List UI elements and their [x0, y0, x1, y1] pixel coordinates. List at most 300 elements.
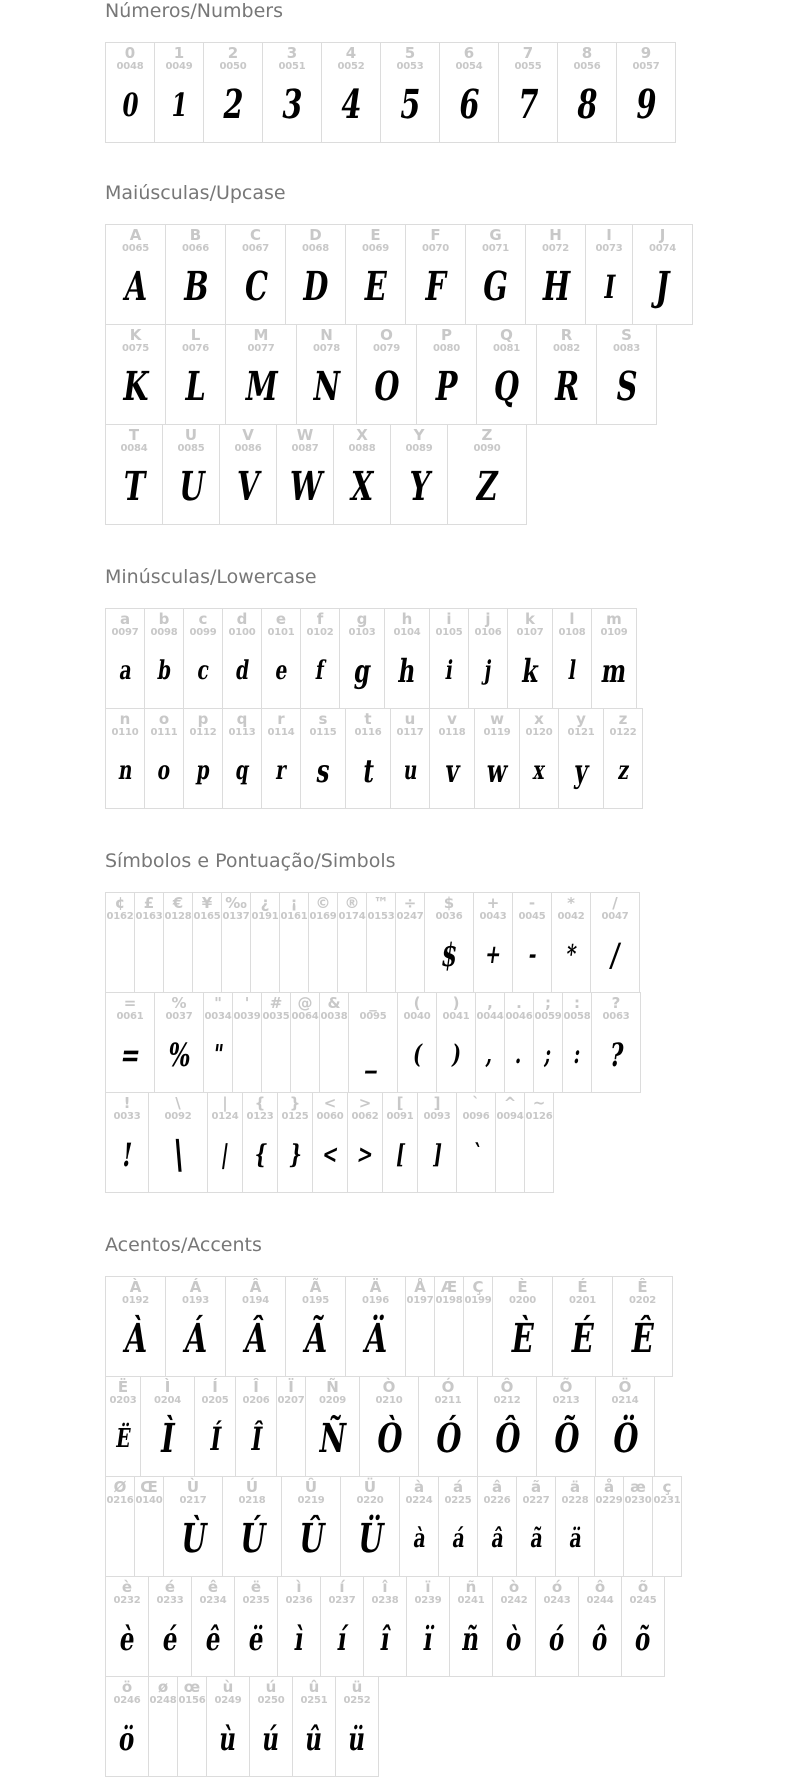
- glyph-sample: S: [613, 362, 641, 410]
- character-label: >: [358, 1094, 372, 1112]
- glyph-cell: [519, 708, 559, 809]
- character-label: U: [184, 426, 198, 444]
- character-label: h: [401, 610, 413, 628]
- character-code: 0063: [602, 1011, 630, 1022]
- glyph-cell: [555, 1476, 595, 1577]
- glyph-sample: í: [335, 1619, 350, 1658]
- glyph-sample: N: [310, 362, 344, 410]
- character-code: 0122: [609, 727, 637, 738]
- glyph-cell: [222, 708, 262, 809]
- glyph-sample: u: [401, 755, 420, 786]
- character-code: 0110: [111, 727, 139, 738]
- glyph-row: [105, 224, 693, 325]
- glyph-cell: [225, 224, 286, 325]
- glyph-cell: [345, 224, 406, 325]
- character-code: 0054: [455, 61, 483, 72]
- character-code: 0137: [222, 911, 250, 922]
- glyph-cell: [219, 424, 277, 525]
- glyph-cell: [162, 424, 220, 525]
- character-code: 0072: [541, 243, 570, 254]
- character-code: 0098: [150, 627, 178, 638]
- glyph-cell: [194, 1376, 236, 1477]
- character-label: p: [197, 710, 209, 728]
- character-label: î: [382, 1578, 388, 1596]
- glyph-sample: à: [411, 1523, 428, 1554]
- glyph-sample: 5: [397, 80, 424, 128]
- glyph-cell: [552, 1276, 613, 1377]
- glyph-sample: ï: [421, 1619, 436, 1658]
- glyph-sample: L: [182, 362, 210, 410]
- character-label: I: [606, 226, 612, 244]
- glyph-sample: F: [422, 262, 450, 310]
- character-code: 0201: [568, 1295, 597, 1306]
- glyph-sample: d: [233, 655, 252, 686]
- glyph-cell: [595, 1376, 655, 1477]
- glyph-sample: U: [175, 462, 208, 510]
- glyph-cell: [333, 424, 391, 525]
- character-code: 0212: [493, 1395, 521, 1406]
- glyph-sample: {: [252, 1139, 269, 1170]
- character-label: S: [621, 326, 632, 344]
- character-code: 0204: [153, 1395, 182, 1406]
- character-label: è: [121, 1578, 133, 1596]
- glyph-sample: Ü: [354, 1514, 387, 1562]
- character-code: 0140: [135, 1495, 163, 1506]
- character-code: 0069: [361, 243, 390, 254]
- glyph-sample: Ê: [628, 1314, 658, 1362]
- glyph-cell: [434, 1276, 464, 1377]
- glyph-sample: }: [287, 1139, 304, 1170]
- character-label: !: [123, 1094, 131, 1112]
- glyph-sample: =: [118, 1035, 143, 1074]
- glyph-cell: [438, 1476, 478, 1577]
- character-label: `: [472, 1094, 480, 1112]
- character-code: 0243: [543, 1595, 571, 1606]
- character-label: å: [603, 1478, 615, 1496]
- character-label: <: [323, 1094, 337, 1112]
- glyph-sample: á: [450, 1523, 467, 1554]
- glyph-sample: 1: [168, 85, 191, 124]
- character-label: P: [441, 326, 452, 344]
- character-code: 0068: [301, 243, 330, 254]
- character-label: é: [164, 1578, 176, 1596]
- character-code: 0080: [432, 343, 461, 354]
- character-label: ): [452, 994, 460, 1012]
- glyph-cell: [463, 1276, 493, 1377]
- glyph-cell: [235, 1376, 277, 1477]
- glyph-cell: [105, 892, 135, 993]
- character-label: 6: [463, 44, 475, 62]
- glyph-cell: [261, 708, 301, 809]
- glyph-sample: *: [564, 939, 579, 970]
- glyph-sample: (: [410, 1039, 424, 1070]
- glyph-row: [105, 42, 676, 143]
- character-label: :: [574, 994, 580, 1012]
- character-code: 0102: [306, 627, 334, 638]
- character-code: 0228: [561, 1495, 589, 1506]
- character-code: 0044: [476, 1011, 504, 1022]
- character-label: ú: [265, 1678, 277, 1696]
- glyph-sample: q: [233, 755, 252, 786]
- glyph-cell: [276, 1376, 306, 1477]
- character-code: 0248: [149, 1695, 177, 1706]
- character-label: T: [128, 426, 140, 444]
- glyph-cell: [250, 892, 280, 993]
- character-code: 0249: [214, 1695, 242, 1706]
- section-3: [105, 850, 641, 1193]
- glyph-cell: [558, 708, 604, 809]
- glyph-cell: [207, 1092, 243, 1193]
- character-code: 0124: [211, 1111, 239, 1122]
- glyph-cell: [335, 1676, 379, 1777]
- character-code: 0053: [396, 61, 424, 72]
- glyph-cell: [249, 1676, 293, 1777]
- glyph-cell: [183, 608, 223, 709]
- character-label: ç: [662, 1478, 672, 1496]
- character-code: 0047: [601, 911, 629, 922]
- character-label: É: [577, 1278, 588, 1296]
- glyph-cell: [345, 708, 391, 809]
- glyph-grid: [105, 224, 693, 525]
- glyph-cell: [406, 1576, 450, 1677]
- glyph-cell: [552, 608, 592, 709]
- section-title: Maiúsculas/Upcase: [105, 182, 286, 204]
- character-code: 0209: [318, 1395, 347, 1406]
- glyph-sample: Î: [248, 1419, 265, 1458]
- character-label: g: [356, 610, 368, 628]
- character-code: 0108: [558, 627, 586, 638]
- character-label: -: [528, 894, 536, 912]
- glyph-cell: [203, 992, 233, 1093]
- glyph-sample: ?: [607, 1035, 626, 1074]
- character-label: 1: [173, 44, 185, 62]
- character-code: 0210: [375, 1395, 403, 1406]
- glyph-cell: [418, 1376, 478, 1477]
- character-code: 0092: [164, 1111, 192, 1122]
- glyph-cell: [105, 1092, 149, 1193]
- character-code: 0064: [291, 1011, 319, 1022]
- glyph-sample: z: [615, 755, 631, 786]
- character-code: 0036: [435, 911, 463, 922]
- glyph-sample: -: [526, 939, 539, 970]
- glyph-cell: [165, 224, 226, 325]
- character-label: Ï: [288, 1378, 294, 1396]
- glyph-cell: [177, 1676, 207, 1777]
- character-code: 0113: [228, 727, 256, 738]
- character-label: ê: [207, 1578, 219, 1596]
- glyph-sample: $: [438, 935, 461, 974]
- glyph-cell: [468, 608, 508, 709]
- glyph-cell: [498, 42, 558, 143]
- glyph-sample: G: [480, 262, 512, 310]
- glyph-cell: [105, 224, 166, 325]
- glyph-cell: [516, 1476, 556, 1577]
- glyph-sample: Ã: [301, 1314, 331, 1362]
- character-code: 0197: [406, 1295, 434, 1306]
- glyph-cell: [105, 1576, 149, 1677]
- character-code: 0052: [337, 61, 365, 72]
- glyph-cell: [191, 1576, 235, 1677]
- character-label: Ñ: [326, 1378, 339, 1396]
- character-code: 0058: [563, 1011, 591, 1022]
- character-label: 3: [286, 44, 298, 62]
- glyph-sample: s: [314, 751, 333, 790]
- character-code: 0174: [338, 911, 366, 922]
- glyph-cell: [163, 1476, 223, 1577]
- character-label: ü: [351, 1678, 363, 1696]
- character-code: 0156: [178, 1695, 206, 1706]
- character-label: 9: [640, 44, 652, 62]
- glyph-sample: I: [601, 267, 618, 306]
- character-code: 0226: [483, 1495, 511, 1506]
- glyph-cell: [192, 892, 222, 993]
- glyph-sample: ;: [542, 1039, 554, 1070]
- glyph-sample: È: [508, 1314, 538, 1362]
- character-label: Û: [304, 1478, 318, 1496]
- character-label: x: [534, 710, 544, 728]
- glyph-cell: [134, 1476, 164, 1577]
- character-code: 0126: [525, 1111, 553, 1122]
- character-code: 0244: [586, 1595, 614, 1606]
- character-code: 0153: [367, 911, 395, 922]
- glyph-cell: [591, 992, 641, 1093]
- character-code: 0220: [356, 1495, 384, 1506]
- character-code: 0193: [181, 1295, 210, 1306]
- character-code: 0246: [113, 1695, 141, 1706]
- character-code: 0227: [522, 1495, 550, 1506]
- character-code: 0245: [629, 1595, 657, 1606]
- glyph-sample: [473, 1307, 483, 1376]
- character-code: 0051: [278, 61, 306, 72]
- character-code: 0165: [193, 911, 221, 922]
- character-label: À: [129, 1278, 142, 1296]
- character-code: 0062: [351, 1111, 379, 1122]
- glyph-cell: [474, 708, 520, 809]
- character-label: ]: [433, 1094, 441, 1112]
- character-label: &: [327, 994, 341, 1012]
- character-code: 0121: [567, 727, 595, 738]
- character-code: 0079: [372, 343, 401, 354]
- glyph-sample: ]: [430, 1139, 444, 1170]
- glyph-cell: [105, 708, 145, 809]
- character-code: 0101: [267, 627, 295, 638]
- glyph-cell: [492, 1576, 536, 1677]
- character-code: 0202: [628, 1295, 657, 1306]
- glyph-sample: ê: [203, 1619, 224, 1658]
- glyph-cell: [105, 992, 155, 1093]
- character-code: 0085: [177, 443, 205, 454]
- glyph-cell: [165, 324, 226, 425]
- glyph-sample: 0: [119, 85, 142, 124]
- glyph-cell: [232, 992, 262, 1093]
- glyph-sample: â: [489, 1523, 506, 1554]
- character-code: 0037: [165, 1011, 193, 1022]
- character-code: 0200: [508, 1295, 537, 1306]
- glyph-cell: [183, 708, 223, 809]
- glyph-sample: P: [432, 362, 462, 410]
- glyph-cell: [436, 992, 476, 1093]
- glyph-sample: û: [303, 1719, 326, 1758]
- glyph-cell: [512, 892, 552, 993]
- glyph-sample: o: [156, 755, 173, 786]
- glyph-sample: ó: [547, 1619, 568, 1658]
- glyph-sample: b: [155, 655, 174, 686]
- character-label: +: [486, 894, 500, 912]
- character-code: 0192: [121, 1295, 150, 1306]
- character-code: 0232: [113, 1595, 141, 1606]
- glyph-sample: Ô: [491, 1414, 524, 1462]
- character-label: N: [320, 326, 333, 344]
- glyph-cell: [416, 324, 477, 425]
- glyph-sample: :: [571, 1039, 583, 1070]
- glyph-sample: [534, 1123, 544, 1192]
- character-code: 0252: [343, 1695, 371, 1706]
- character-code: 0250: [257, 1695, 285, 1706]
- glyph-cell: [525, 224, 586, 325]
- glyph-sample: n: [116, 755, 135, 786]
- glyph-sample: |: [219, 1139, 231, 1170]
- character-code: 0119: [483, 727, 511, 738]
- glyph-cell: [277, 1576, 321, 1677]
- character-label: _: [369, 994, 377, 1012]
- glyph-cell: [321, 42, 381, 143]
- character-label: 0: [124, 44, 136, 62]
- section-1: [105, 182, 693, 525]
- glyph-sample: [347, 923, 357, 992]
- character-code: 0056: [573, 61, 601, 72]
- glyph-cell: [578, 1576, 622, 1677]
- glyph-sample: Ö: [609, 1414, 642, 1462]
- character-code: 0162: [106, 911, 134, 922]
- character-label: Ä: [369, 1278, 382, 1296]
- glyph-cell: [337, 892, 367, 993]
- glyph-cell: [562, 992, 592, 1093]
- character-code: 0065: [121, 243, 150, 254]
- character-label: ;: [545, 994, 551, 1012]
- glyph-row: [105, 892, 641, 993]
- character-label: 2: [227, 44, 239, 62]
- character-code: 0231: [653, 1495, 681, 1506]
- glyph-sample: %: [165, 1035, 194, 1074]
- section-4: [105, 1234, 682, 1777]
- character-label: Î: [253, 1378, 259, 1396]
- glyph-sample: Q: [491, 362, 523, 410]
- glyph-sample: Y: [405, 462, 434, 510]
- glyph-sample: [242, 1023, 252, 1092]
- glyph-cell: [222, 1476, 282, 1577]
- character-label: |: [222, 1094, 228, 1112]
- glyph-cell: [105, 424, 163, 525]
- glyph-cell: [242, 1092, 278, 1193]
- character-label: Â: [249, 1278, 262, 1296]
- glyph-sample: 4: [338, 80, 365, 128]
- character-code: 0084: [120, 443, 148, 454]
- character-label: œ: [183, 1678, 201, 1696]
- glyph-cell: [261, 608, 301, 709]
- character-code: 0116: [354, 727, 382, 738]
- glyph-sample: O: [371, 362, 403, 410]
- character-code: 0073: [595, 243, 623, 254]
- glyph-cell: [319, 992, 349, 1093]
- character-label: Ú: [245, 1478, 259, 1496]
- glyph-sample: y: [572, 751, 591, 790]
- character-label: ©: [315, 894, 331, 912]
- character-label: z: [618, 710, 628, 728]
- character-code: 0043: [479, 911, 507, 922]
- glyph-sample: [144, 923, 154, 992]
- glyph-sample: K: [120, 362, 152, 410]
- character-label: ø: [157, 1678, 169, 1696]
- character-label: D: [309, 226, 322, 244]
- glyph-sample: [173, 923, 183, 992]
- glyph-sample: V: [234, 462, 263, 510]
- glyph-cell: [148, 1676, 178, 1777]
- character-code: 0225: [444, 1495, 472, 1506]
- glyph-sample: r: [274, 755, 289, 786]
- character-code: 0039: [233, 1011, 261, 1022]
- glyph-cell: [439, 42, 499, 143]
- glyph-cell: [281, 1476, 341, 1577]
- glyph-sample: ,: [485, 1039, 496, 1070]
- character-code: 0234: [199, 1595, 227, 1606]
- glyph-sample: p: [194, 755, 213, 786]
- glyph-cell: [621, 1576, 665, 1677]
- character-code: 0057: [632, 61, 660, 72]
- character-label: ò: [508, 1578, 520, 1596]
- character-label: £: [143, 894, 155, 912]
- glyph-cell: [591, 608, 637, 709]
- character-code: 0100: [228, 627, 256, 638]
- character-code: 0093: [423, 1111, 451, 1122]
- character-code: 0033: [113, 1111, 141, 1122]
- glyph-cell: [551, 892, 591, 993]
- glyph-cell: [340, 1476, 400, 1577]
- glyph-row: [105, 608, 643, 709]
- glyph-cell: [366, 892, 396, 993]
- character-label: €: [172, 894, 184, 912]
- glyph-sample: t: [360, 751, 377, 790]
- character-label: Ç: [472, 1278, 484, 1296]
- glyph-sample: 6: [456, 80, 483, 128]
- glyph-cell: [105, 42, 155, 143]
- character-code: 0123: [246, 1111, 274, 1122]
- glyph-cell: [300, 708, 346, 809]
- character-label: m: [606, 610, 622, 628]
- glyph-cell: [144, 708, 184, 809]
- glyph-sample: X: [348, 462, 377, 510]
- glyph-grid: [105, 892, 641, 1193]
- glyph-cell: [476, 324, 537, 425]
- glyph-sample: /: [608, 935, 623, 974]
- character-code: 0055: [514, 61, 542, 72]
- section-title: Minúsculas/Lowercase: [105, 566, 317, 588]
- character-code: 0107: [516, 627, 544, 638]
- character-code: 0088: [348, 443, 376, 454]
- character-label: Ì: [164, 1378, 171, 1396]
- character-label: 4: [345, 44, 357, 62]
- glyph-cell: [105, 1476, 135, 1577]
- glyph-sample: 8: [574, 80, 601, 128]
- glyph-sample: w: [484, 751, 511, 790]
- glyph-sample: M: [242, 362, 281, 410]
- character-code: 0095: [359, 1011, 387, 1022]
- character-label: =: [123, 994, 137, 1012]
- glyph-sample: é: [160, 1619, 181, 1658]
- glyph-sample: \: [169, 1130, 188, 1178]
- character-label: y: [576, 710, 586, 728]
- glyph-sample: _: [364, 1035, 382, 1074]
- section-0: [105, 0, 676, 143]
